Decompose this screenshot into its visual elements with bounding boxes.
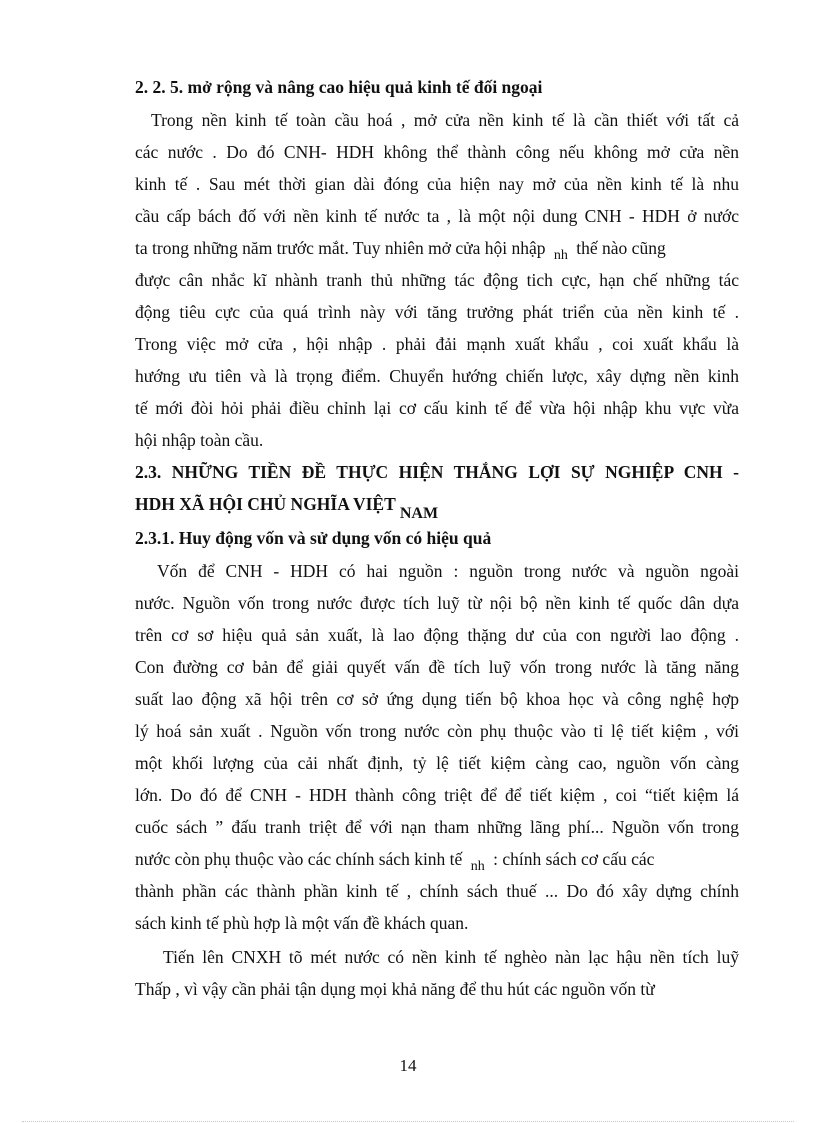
paragraph-line: lý hoá sản xuất . Nguồn vốn trong nước còn phụ thuộc vào tỉ lệ tiết kiệm , với <box>135 721 739 741</box>
paragraph-line: Thấp , vì vậy cần phải tận dụng mọi khả năng để thu hút các nguồn vốn từ <box>135 979 655 999</box>
paragraph-line-with-subscript <box>135 237 739 262</box>
heading-subscript: NAM <box>399 505 439 522</box>
subscript-text: nh <box>553 248 568 263</box>
heading-text: HDH XÃ HỘI CHỦ NGHĨA VIỆT <box>135 494 396 514</box>
paragraph-line: Trong việc mở cửa , hội nhập . phải đải mạnh xuất khẩu , coi xuất khẩu là <box>135 334 739 354</box>
paragraph-line: động tiêu cực của quá trình này với tăng trưởng phát triển của nền kinh tế . <box>135 302 739 322</box>
line-text: nước còn phụ thuộc vào các chính sách kinh tế <box>135 849 463 869</box>
page-number: 14 <box>399 1056 417 1075</box>
paragraph-line: lớn. Do đó để CNH - HDH thành công triệt để để tiết kiệm , coi “tiết kiệm lá <box>135 785 739 805</box>
paragraph-line: Con đường cơ bản để giải quyết vấn đề tích luỹ vốn trong nước là tăng năng <box>135 657 739 677</box>
paragraph-line: Vốn để CNH - HDH có hai nguồn : nguồn trong nước và nguồn ngoài <box>157 561 739 581</box>
paragraph-line: cầu cấp bách đố với nền kinh tế nước ta , là một nội dung CNH - HDH ở nước <box>135 206 739 226</box>
paragraph-line: hội nhập toàn cầu. <box>135 430 264 450</box>
paragraph-line: thành phần các thành phần kinh tế , chính sách thuế ... Do đó xây dựng chính <box>135 881 739 901</box>
paragraph-line: Tiến lên CNXH tõ mét nước có nền kinh tế nghèo nàn lạc hậu nền tích luỹ <box>163 947 739 967</box>
paragraph-line: hướng ưu tiên và là trọng điểm. Chuyển hướng chiến lược, xây dựng nền kinh <box>135 366 739 386</box>
paragraph-line: một khối lượng của cải nhất định, tỷ lệ tiết kiệm càng cao, nguồn vốn càng <box>135 753 739 773</box>
page-bottom-divider <box>22 1121 794 1122</box>
paragraph-line: sách kinh tế phù hợp là một vấn đề khách quan. <box>135 913 469 933</box>
section-heading-2-3-line2 <box>135 493 739 522</box>
line-text: ta trong những năm trước mắt. Tuy nhiên mở cửa hội nhập <box>135 238 546 258</box>
paragraph-line: kinh tế . Sau mét thời gian dài đóng của hiện nay mở của nền kinh tế là nhu <box>135 174 739 194</box>
section-heading-2-2-5: 2. 2. 5. mở rộng và nâng cao hiệu quả kinh tế đối ngoại <box>135 77 543 97</box>
paragraph-line: cuốc sách ” đấu tranh triệt để với nạn tham những lãng phí... Nguồn vốn trong <box>135 817 739 837</box>
section-heading-2-3-1: 2.3.1. Huy động vốn và sử dụng vốn có hiệu quả <box>135 528 492 548</box>
section-heading-2-3-line1: 2.3. NHỮNG TIỀN ĐỀ THỰC HIỆN THẮNG LỢI SỰ NGHIỆP CNH - <box>135 462 739 482</box>
subscript-text: nh <box>470 859 485 874</box>
paragraph-line: Trong nền kinh tế toàn cầu hoá , mở cửa nền kinh tế là cần thiết với tất cả <box>151 110 739 130</box>
paragraph-line: tế mới đòi hỏi phải điều chỉnh lại cơ cấu kinh tế để vừa hội nhập khu vực vừa <box>135 398 739 418</box>
paragraph-line: trên cơ sơ hiệu quả sản xuất, là lao động thặng dư của con người lao động . <box>135 625 739 645</box>
paragraph-line: các nước . Do đó CNH- HDH không thể thành công nếu không mở cửa nền <box>135 142 739 162</box>
line-tail: thế nào cũng <box>576 238 666 258</box>
paragraph-line: được cân nhắc kĩ nhành tranh thủ những tác động tich cực, hạn chế những tác <box>135 270 739 290</box>
paragraph-line: nước. Nguồn vốn trong nước được tích luỹ từ nội bộ nền kinh tế quốc dân dựa <box>135 593 739 613</box>
paragraph-line-with-subscript <box>135 848 739 873</box>
paragraph-line: suất lao động xã hội trên cơ sở ứng dụng tiến bộ khoa học và công nghệ hợp <box>135 689 739 709</box>
line-tail: : chính sách cơ cấu các <box>493 849 655 869</box>
